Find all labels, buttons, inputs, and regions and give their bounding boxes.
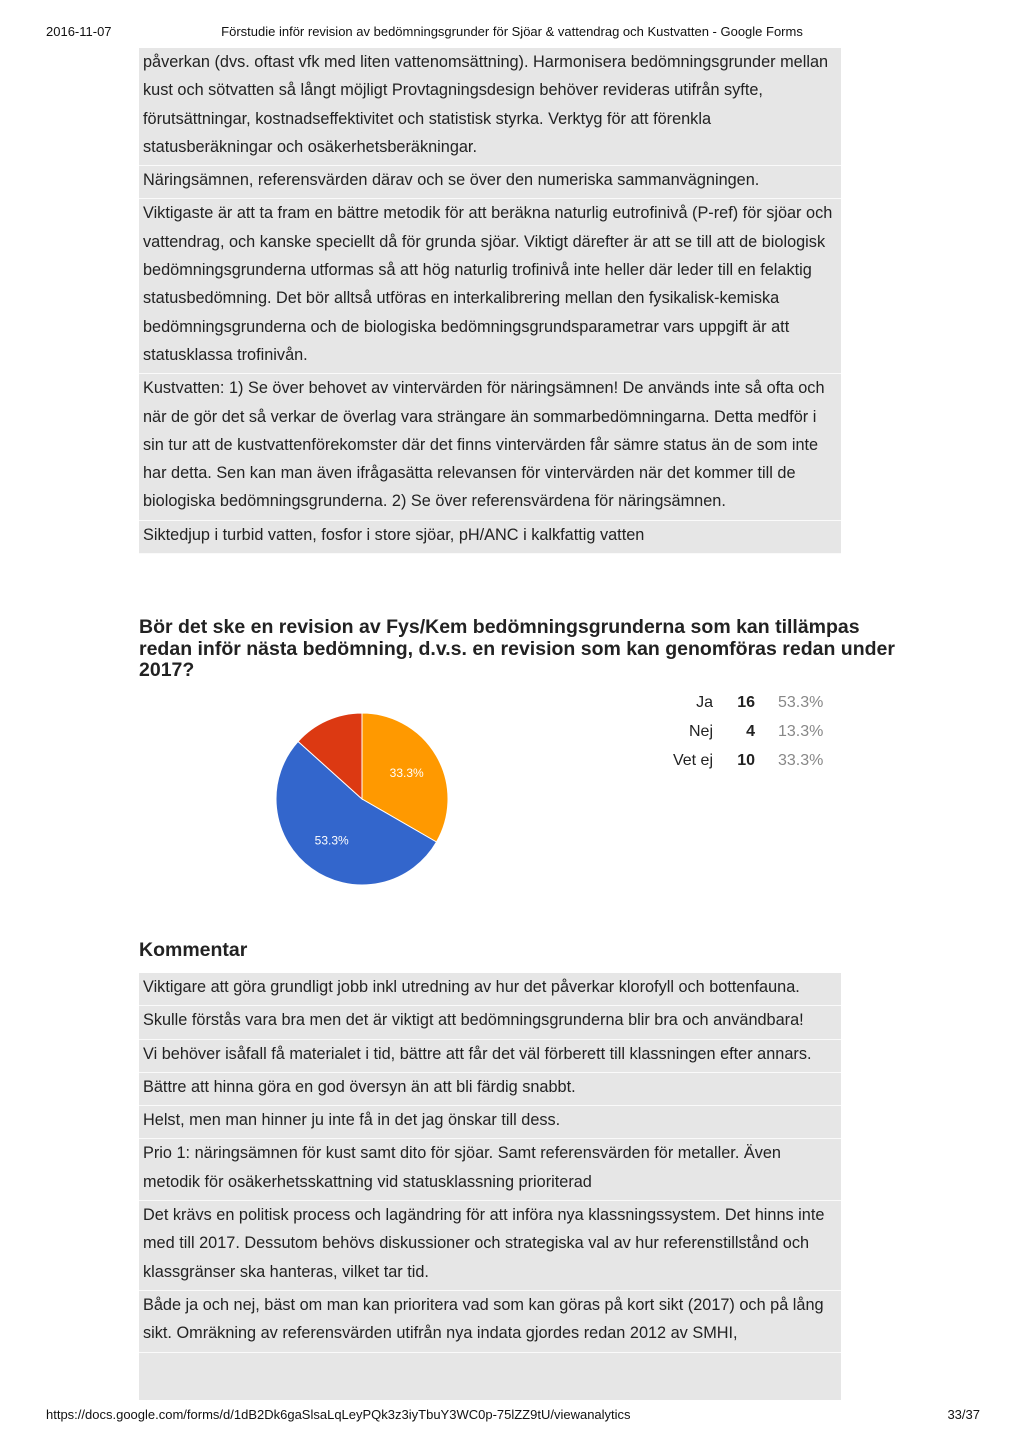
pie-chart [270,712,460,892]
question-title: Bör det ske en revision av Fys/Kem bedömningsgrunderna som kan tillämpas redan inför nästa bedömning, d.v.s. en revision som kan genomföras redan under 2017? [139,616,895,681]
page-number: 33/37 [947,1407,980,1422]
legend-row-vet-ej [640,752,840,776]
response-list [139,48,841,554]
legend-label: Ja [696,694,713,711]
list-item: Viktigaste är att ta fram en bättre metodik för att beräkna naturlig eutrofinivå (P-ref) för sjöar och vattendrag, och kanske speciellt då för grunda sjöar. Viktigt därefter är att se till att de biologisk bedömningsgrunderna utformas så att hög naturlig trofinivå inte heller där leder till en felaktig statusbedömning. Det bör alltså utföras en interkalibrering mellan den fysikalisk-kemiska bedömningsgrunderna och de biologiska bedömningsgrundsparametrar vars uppgift är att statusklassa trofinivån. [139,199,841,374]
list-item: Bättre att hinna göra en god översyn än att bli färdig snabbt. [139,1073,841,1106]
legend-count: 4 [746,723,755,740]
comment-list [139,973,841,1400]
list-item: Näringsämnen, referensvärden därav och se över den numeriska sammanvägningen. [139,166,841,199]
list-item: Kustvatten: 1) Se över behovet av vintervärden för näringsämnen! De används inte så ofta och när de gör det så verkar de överlag vara strängare än sommarbedömningarna. Detta medför i sin tur att de kustvattenförekomster där det finns vintervärden får sämre status än de som inte har detta. Sen kan man även ifrågasätta relevansen för vintervärden när det kommer till de biologiska bedömningsgrunderna. 2) Se över referensvärdena för näringsämnen. [139,374,841,520]
legend-label: Vet ej [672,752,713,769]
legend-label: Nej [688,723,713,740]
list-item: Vi behöver isåfall få materialet i tid, bättre att får det väl förberett till klassningen efter annars. [139,1040,841,1073]
legend-percent: 13.3% [778,723,824,740]
legend-row-nej [640,723,840,747]
list-item: Det krävs en politisk process och lagändring för att införa nya klassningssystem. Det hinns inte med till 2017. Dessutom behövs diskussioner och strategiska val av hur referenstillstånd och klassgränser ska hanteras, vilket tar tid. [139,1201,841,1291]
pie-slice-label: 33.3% [389,766,424,781]
list-item: Skulle förstås vara bra men det är viktigt att bedömningsgrunderna blir bra och användbara! [139,1006,841,1039]
legend-count: 16 [737,694,755,711]
print-page-title: Förstudie inför revision av bedömningsgrunder för Sjöar & vattendrag och Kustvatten - Google Forms [221,24,803,39]
legend-percent: 33.3% [778,752,824,769]
legend-row-ja [640,694,840,718]
print-url: https://docs.google.com/forms/d/1dB2Dk6gaSlsaLqLeyPQk3z3iyTbuY3WC0p-75lZZ9tU/viewanalytics [46,1407,631,1422]
comment-section-title: Kommentar [139,939,248,961]
list-item: Helst, men man hinner ju inte få in det jag önskar till dess. [139,1106,841,1139]
list-item: Viktigare att göra grundligt jobb inkl utredning av hur det påverkar klorofyll och bottenfauna. [139,973,841,1006]
pie-slice-label: 53.3% [314,833,349,848]
legend-count: 10 [737,752,755,769]
list-item: Siktedjup i turbid vatten, fosfor i store sjöar, pH/ANC i kalkfattig vatten [139,521,841,554]
list-item: påverkan (dvs. oftast vfk med liten vattenomsättning). Harmonisera bedömningsgrunder mellan kust och sötvatten så långt möjligt Provtagningsdesign behöver revideras utifrån syfte, förutsättningar, kostnadseffektivitet och statistisk styrka. Verktyg för att förenkla statusberäkningar och osäkerhetsberäkningar. [139,48,841,166]
legend-percent: 53.3% [778,694,824,711]
print-date: 2016-11-07 [46,24,112,39]
list-item: Prio 1: näringsämnen för kust samt dito för sjöar. Samt referensvärden för metaller. Även metodik för osäkerhetsskattning vid statusklassning prioriterad [139,1139,841,1201]
list-item: Både ja och nej, bäst om man kan prioritera vad som kan göras på kort sikt (2017) och på lång sikt. Omräkning av referensvärden utifrån nya indata gjordes redan 2012 av SMHI, [139,1291,841,1353]
